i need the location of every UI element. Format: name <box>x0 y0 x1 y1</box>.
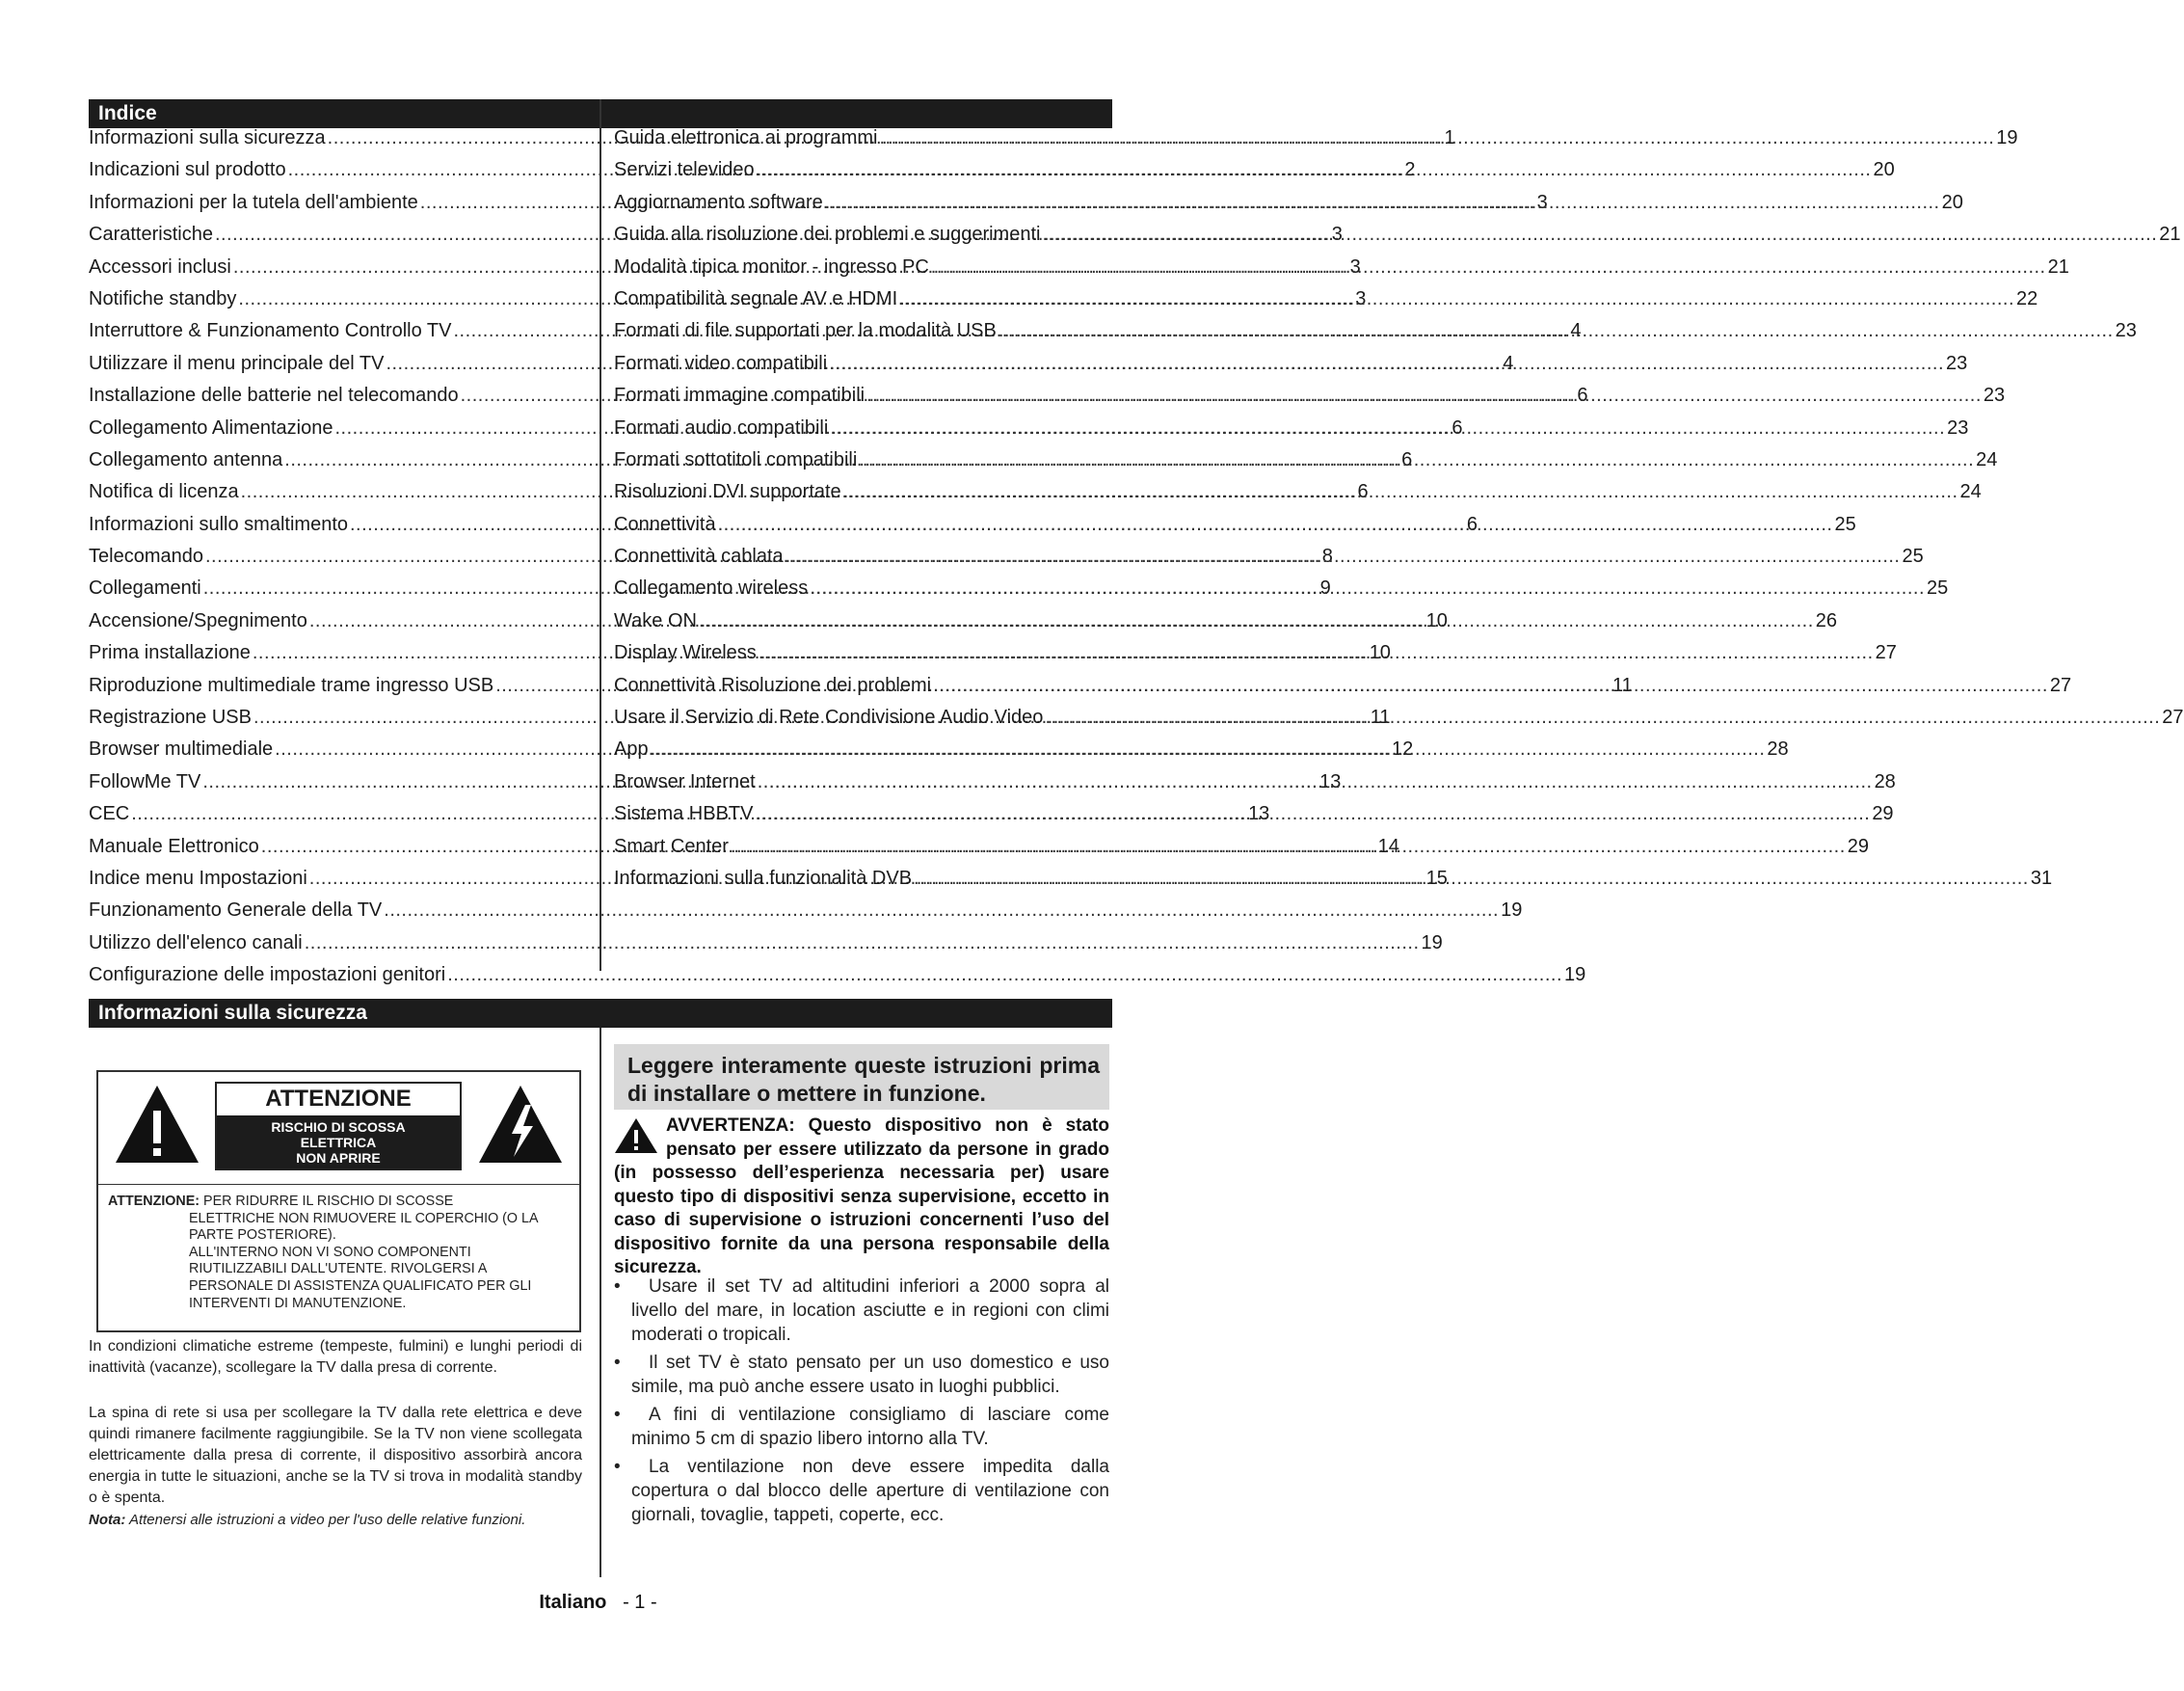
attention-sub-line: RISCHIO DI SCOSSA <box>271 1119 406 1135</box>
toc-entry-page: 27 <box>1875 642 1897 664</box>
toc-entry-page: 25 <box>1834 513 1856 535</box>
toc-entry-title: Guida alla risoluzione dei problemi e suggerimenti <box>614 224 1041 246</box>
safety-header <box>89 999 1112 1028</box>
toc-entry-title: Indicazioni sul prodotto <box>89 159 286 181</box>
toc-entry-title: Telecomando <box>89 546 203 568</box>
toc-entry[interactable] <box>614 252 2069 283</box>
bullet-marker: • <box>614 1457 621 1477</box>
avvertenza-text: AVVERTENZA: Questo dispositivo non è stato pensato per essere utilizzato da persone in grado (in possesso dell’esperienza necessaria per) usare questo tipo di dispositivi senza supervisione, eccetto in caso di supervisione o istruzioni concernenti l’uso del dispositivo fornite da una persona responsabile della sicurezza. <box>614 1115 1109 1277</box>
toc-entry-page: 23 <box>1947 416 1969 439</box>
toc-entry-title: Riproduzione multimediale trame ingresso USB <box>89 674 494 696</box>
toc-leader-dots <box>651 734 1766 765</box>
exclamation-triangle-icon <box>114 1084 200 1165</box>
bullet-marker: • <box>614 1353 621 1373</box>
toc-entry-title: Modalità tipica monitor - ingresso PC <box>614 255 929 278</box>
toc-entry-title: Aggiornamento software <box>614 191 823 213</box>
toc-leader-dots <box>933 670 2048 702</box>
toc-entry-page: 6 <box>1357 481 1369 503</box>
toc-entry-page: 2 <box>1404 159 1416 181</box>
toc-entry[interactable] <box>614 315 2137 347</box>
toc-entry-page: 11 <box>1370 707 1391 729</box>
toc-entry-title: Guida elettronica ai programmi <box>614 127 878 148</box>
toc-entry-title: FollowMe TV <box>89 770 201 792</box>
toc-entry-page: 23 <box>2115 320 2137 342</box>
toc-entry-title: Caratteristiche <box>89 224 213 246</box>
toc-entry-page: 19 <box>1501 899 1523 922</box>
toc-entry-page: 20 <box>1873 159 1895 181</box>
toc-entry[interactable] <box>614 187 1963 219</box>
toc-entry-title: Notifica di licenza <box>89 481 239 503</box>
toc-entry-page: 12 <box>1392 738 1414 761</box>
toc-entry-title: Collegamento wireless <box>614 577 809 600</box>
toc-leader-dots <box>866 380 1982 412</box>
toc-entry-title: Utilizzare il menu principale del TV <box>89 352 385 374</box>
toc-entry-title: Informazioni sulla funzionalità DVB <box>614 867 913 889</box>
toc-leader-dots <box>843 476 1958 508</box>
toc-entry-page: 13 <box>1319 770 1342 792</box>
toc-entry[interactable] <box>614 509 1856 541</box>
toc-entry-title: Formati immagine compatibili <box>614 385 866 407</box>
toc-entry-title: Configurazione delle impostazioni genitori <box>89 964 446 986</box>
attention-subtitle <box>217 1115 460 1168</box>
toc-entry-page: 14 <box>1377 835 1399 857</box>
bullet-text: Usare il set TV ad altitudini inferiori a 2000 sopra al livello del mare, in location asciutte e in regioni con climi moderati o tropicali. <box>631 1276 1109 1345</box>
toc-entry-title: CEC <box>89 803 130 825</box>
toc-leader-dots <box>699 605 1814 637</box>
toc-entry[interactable] <box>614 541 1924 573</box>
toc-leader-dots <box>447 959 1562 991</box>
toc-entry-page: 27 <box>2162 707 2184 729</box>
toc-entry[interactable] <box>614 476 1982 508</box>
toc-entry-title: Collegamento Alimentazione <box>89 416 333 439</box>
toc-leader-dots <box>718 509 1833 541</box>
toc-leader-dots <box>825 187 1940 219</box>
toc-entry-page: 20 <box>1941 191 1963 213</box>
toc-leader-dots <box>786 541 1901 573</box>
toc-entry-title: Collegamenti <box>89 577 201 600</box>
toc-entry-title: Utilizzo dell'elenco canali <box>89 931 303 953</box>
toc-entry-page: 29 <box>1847 835 1870 857</box>
safety-bullet-list <box>614 1275 1109 1531</box>
toc-entry-title: Connettività Risoluzione dei problemi <box>614 674 932 696</box>
page-number: - 1 - <box>623 1592 657 1613</box>
toc-leader-dots <box>914 863 2029 895</box>
toc-entry-page: 6 <box>1577 385 1588 407</box>
toc-leader-dots <box>859 444 1974 476</box>
toc-leader-dots <box>830 413 1945 444</box>
toc-entry-page: 3 <box>1536 191 1548 213</box>
toc-leader-dots <box>758 766 1873 798</box>
warning-box-top <box>98 1072 579 1185</box>
toc-leader-dots <box>1045 702 2160 734</box>
toc-entry-page: 21 <box>2047 255 2069 278</box>
toc-leader-dots <box>931 252 2046 283</box>
toc-entry-title: Risoluzioni DVI supportate <box>614 481 841 503</box>
note-text: Attenersi alle istruzioni a video per l'uso delle relative funzioni. <box>128 1512 526 1528</box>
toc-leader-dots <box>755 798 1870 830</box>
toc-entry-page: 6 <box>1452 416 1463 439</box>
toc-entry-title: Connettività <box>614 513 716 535</box>
list-item <box>614 1403 1109 1451</box>
toc-entry-page: 3 <box>1331 224 1343 246</box>
toc-entry-title: Accensione/Spegnimento <box>89 609 307 631</box>
note-paragraph <box>89 1510 582 1531</box>
toc-leader-dots <box>899 283 2014 315</box>
toc-entry-page: 15 <box>1425 867 1448 889</box>
list-item <box>614 1351 1109 1399</box>
toc-entry-title: Servizi televideo <box>614 159 755 181</box>
read-instructions-text: Leggere interamente queste istruzioni prima di installare o mettere in funzione. <box>627 1053 1100 1106</box>
attention-title: ATTENZIONE <box>265 1086 412 1112</box>
toc-entry[interactable] <box>89 895 1523 926</box>
toc-entry-page: 9 <box>1319 577 1331 600</box>
toc-entry-title: Formati video compatibili <box>614 352 828 374</box>
toc-entry-title: Prima installazione <box>89 642 251 664</box>
warning-box <box>96 1070 581 1332</box>
toc-entry-title: Connettività cablata <box>614 546 784 568</box>
toc-entry-title: Accessori inclusi <box>89 255 231 278</box>
attention-sub-line: NON APRIRE <box>296 1150 381 1166</box>
climate-paragraph: In condizioni climatiche estreme (tempeste, fulmini) e lunghi periodi di inattività (vacanze), scollegare la TV dalla presa di corrente. <box>89 1338 582 1376</box>
bullet-text: La ventilazione non deve essere impedita dalla copertura o dal blocco delle aperture di ventilazione con giornali, tovaglie, tappeti, coperte, ecc. <box>631 1457 1109 1525</box>
toc-leader-dots <box>829 348 1944 380</box>
toc-entry-page: 6 <box>1466 513 1478 535</box>
index-title: Indice <box>98 102 157 124</box>
toc-entry-page: 25 <box>1927 577 1949 600</box>
warning-line: ALL'INTERNO NON VI SONO COMPONENTI RIUTILIZZABILI DALL'UTENTE. RIVOLGERSI A PERSONALE DI ASSISTENZA QUALIFICATO PER GLI INTERVENTI DI MANUTENZIONE. <box>189 1244 532 1311</box>
toc-entry-page: 19 <box>1421 931 1443 953</box>
avvertenza-paragraph <box>614 1114 1109 1280</box>
toc-entry-page: 21 <box>2159 224 2181 246</box>
toc-entry[interactable] <box>614 219 2181 251</box>
toc-entry-title: Installazione delle batterie nel telecomando <box>89 385 459 407</box>
toc-leader-dots <box>759 637 1874 669</box>
toc-entry-page: 1 <box>1444 127 1455 148</box>
toc-entry-title: Wake ON <box>614 609 697 631</box>
warning-text <box>108 1194 571 1312</box>
toc-entry-page: 4 <box>1570 320 1582 342</box>
toc-entry-title: Interruttore & Funzionamento Controllo TV <box>89 320 452 342</box>
bullet-marker: • <box>614 1405 621 1425</box>
warning-line: PER RIDURRE IL RISCHIO DI SCOSSE <box>203 1194 454 1209</box>
toc-entry-title: App <box>614 738 649 761</box>
toc-entry-page: 23 <box>1946 352 1968 374</box>
warning-triangle-icon <box>614 1117 658 1154</box>
toc-entry-title: Funzionamento Generale della TV <box>89 899 383 922</box>
warning-line: ELETTRICHE NON RIMUOVERE IL COPERCHIO (O LA PARTE POSTERIORE). <box>189 1210 538 1244</box>
toc-entry-title: Informazioni sulla sicurezza <box>89 127 326 148</box>
toc-entry-page: 25 <box>1902 546 1924 568</box>
page-footer <box>0 1592 1196 1614</box>
toc-entry-title: Collegamento antenna <box>89 448 283 470</box>
toc-entry[interactable] <box>614 283 2038 315</box>
toc-entry-title: Sistema HBBTV <box>614 803 754 825</box>
toc-entry-title: Registrazione USB <box>89 707 252 729</box>
toc-entry-title: Browser Internet <box>614 770 756 792</box>
warning-lead: ATTENZIONE: <box>108 1194 200 1209</box>
toc-entry[interactable] <box>614 154 1895 186</box>
toc-leader-dots <box>810 573 1925 604</box>
safety-title: Informazioni sulla sicurezza <box>98 1002 367 1024</box>
toc-entry-title: Smart Center <box>614 835 729 857</box>
toc-entry[interactable] <box>614 380 2006 412</box>
list-item <box>614 1455 1109 1527</box>
toc-entry-title: Display Wireless <box>614 642 757 664</box>
toc-entry-page: 24 <box>1976 448 1998 470</box>
toc-entry-title: Formati audio compatibili <box>614 416 829 439</box>
toc-entry-page: 31 <box>2030 867 2053 889</box>
bullet-text: Il set TV è stato pensato per un uso domestico e uso simile, ma può anche essere usato in luoghi pubblici. <box>631 1353 1109 1397</box>
toc-entry-page: 27 <box>2049 674 2072 696</box>
toc-entry[interactable] <box>614 444 1998 476</box>
mains-plug-paragraph: La spina di rete si usa per scollegare la TV dalla rete elettrica e deve quindi rimanere facilmente raggiungibile. Se la TV non viene scollegata elettricamente dalla presa di corrente, il dispositivo assorbirà ancora energia in tutte le situazioni, anche se la TV si trova in modalità standby o è spenta. <box>89 1405 582 1506</box>
toc-entry-title: Formati di file supportati per la modalità USB <box>614 320 997 342</box>
toc-entry-page: 8 <box>1321 546 1333 568</box>
toc-entry-title: Informazioni sullo smaltimento <box>89 513 348 535</box>
toc-entry-title: Informazioni per la tutela dell'ambiente <box>89 191 418 213</box>
toc-entry-page: 22 <box>2016 287 2038 309</box>
toc-entry-page: 11 <box>1612 674 1633 696</box>
toc-leader-dots <box>879 122 1994 154</box>
toc-entry[interactable] <box>614 122 2018 154</box>
list-item <box>614 1275 1109 1347</box>
toc-entry[interactable] <box>614 348 1968 380</box>
read-instructions-box <box>614 1044 1109 1110</box>
toc-leader-dots <box>757 154 1872 186</box>
toc-entry[interactable] <box>89 927 1443 959</box>
toc-entry-page: 28 <box>1874 770 1896 792</box>
toc-entry-page: 24 <box>1959 481 1982 503</box>
bullet-marker: • <box>614 1276 621 1297</box>
toc-entry[interactable] <box>614 413 1969 444</box>
toc-entry-page: 6 <box>1401 448 1413 470</box>
toc-entry-page: 4 <box>1503 352 1514 374</box>
toc-entry-title: Notifiche standby <box>89 287 237 309</box>
toc-leader-dots <box>384 895 1499 926</box>
lightning-triangle-icon <box>477 1084 564 1165</box>
toc-entry-page: 19 <box>1996 127 2018 148</box>
toc-entry-page: 3 <box>1349 255 1361 278</box>
toc-entry-title: Formati sottotitoli compatibili <box>614 448 858 470</box>
toc-leader-dots <box>999 315 2114 347</box>
toc-entry-page: 10 <box>1425 609 1448 631</box>
note-label: Nota: <box>89 1512 126 1528</box>
toc-entry-page: 13 <box>1248 803 1270 825</box>
toc-entry-page: 29 <box>1872 803 1894 825</box>
toc-entry[interactable] <box>89 959 1586 991</box>
column-divider-lower <box>599 1028 601 1577</box>
attention-label <box>215 1082 462 1170</box>
toc-entry-title: Usare il Servizio di Rete Condivisione Audio Video <box>614 707 1044 729</box>
toc-entry[interactable] <box>614 573 1949 604</box>
toc-leader-dots <box>731 831 1846 863</box>
toc-entry-page: 28 <box>1767 738 1789 761</box>
toc-leader-dots <box>1042 219 2157 251</box>
toc-entry-title: Browser multimediale <box>89 738 274 761</box>
toc-entry-title: Compatibilità segnale AV e HDMI <box>614 287 898 309</box>
toc-entry-page: 23 <box>1983 385 2006 407</box>
toc-entry-title: Manuale Elettronico <box>89 835 259 857</box>
toc-entry-page: 19 <box>1564 964 1586 986</box>
toc-entry-page: 3 <box>1355 287 1367 309</box>
toc-entry-title: Indice menu Impostazioni <box>89 867 307 889</box>
toc-entry-page: 26 <box>1815 609 1838 631</box>
footer-language: Italiano <box>539 1592 607 1613</box>
toc-entry-page: 10 <box>1369 642 1391 664</box>
attention-sub-line: ELETTRICA <box>300 1135 377 1150</box>
bullet-text: A fini di ventilazione consigliamo di lasciare come minimo 5 cm di spazio libero intorno alla TV. <box>631 1405 1109 1449</box>
toc-leader-dots <box>305 927 1420 959</box>
